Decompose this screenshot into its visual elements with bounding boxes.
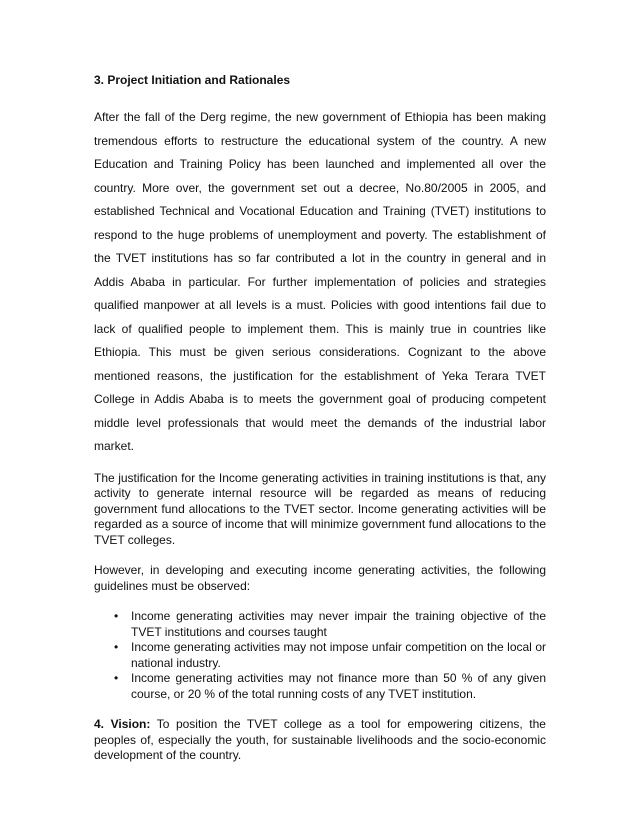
list-item-text: Income generating activities may not finance more than 50 % of any given course, or 20 % of the total running costs of any TVET institution.: [131, 671, 546, 701]
list-item: [94, 671, 546, 702]
list-item: [94, 609, 546, 640]
document-page: [94, 70, 546, 779]
section-3-heading: 3. Project Initiation and Rationales: [94, 73, 291, 87]
vision-paragraph: [94, 717, 546, 764]
justification-paragraph: The justification for the Income generating activities in training institutions is that, any activity to generate internal resource will be regarded as means of reducing government fund allocations to the TVET sector. Income generating activities will be regarded as a source of income that will minimize government fund allocations to the TVET colleges.: [94, 470, 546, 547]
rationale-paragraph: After the fall of the Derg regime, the new government of Ethiopia has been making tremendous efforts to restructure the educational system of the country. A new Education and Training Policy has been launched and implemented all over the country. More over, the government set out a decree, No.80/2005 in 2005, and established Technical and Vocational Education and Training (TVET) institutions to respond to the huge problems of unemployment and poverty. The establishment of the TVET institutions has so far contributed a lot in the country in general and in Addis Ababa in particular. For further implementation of policies and strategies qualified manpower at all levels is a must. Policies with good intentions fail due to lack of qualified people to implement them. This is mainly true in countries like Ethiopia. This must be given serious considerations. Cognizant to the above mentioned reasons, the justification for the establishment of Yeka Terara TVET College in Addis Ababa is to meets the government goal of producing competent middle level professionals that would meet the demands of the industrial labor market.: [94, 110, 546, 453]
bullet-icon: •: [114, 609, 119, 623]
guidelines-intro-paragraph: However, in developing and executing income generating activities, the following guidelines must be observed:: [94, 563, 546, 593]
guidelines-list: [94, 609, 546, 702]
vision-text: To position the TVET college as a tool for empowering citizens, the peoples of, especially the youth, for sustainable livelihoods and the socio-economic development of the country.: [94, 717, 546, 762]
bullet-icon: •: [114, 671, 119, 685]
list-item-text: Income generating activities may not impose unfair competition on the local or national industry.: [131, 640, 546, 670]
vision-label: 4. Vision:: [94, 717, 151, 731]
bullet-icon: •: [114, 640, 119, 654]
list-item-text: Income generating activities may never impair the training objective of the TVET institutions and courses taught: [131, 609, 546, 639]
list-item: [94, 640, 546, 671]
